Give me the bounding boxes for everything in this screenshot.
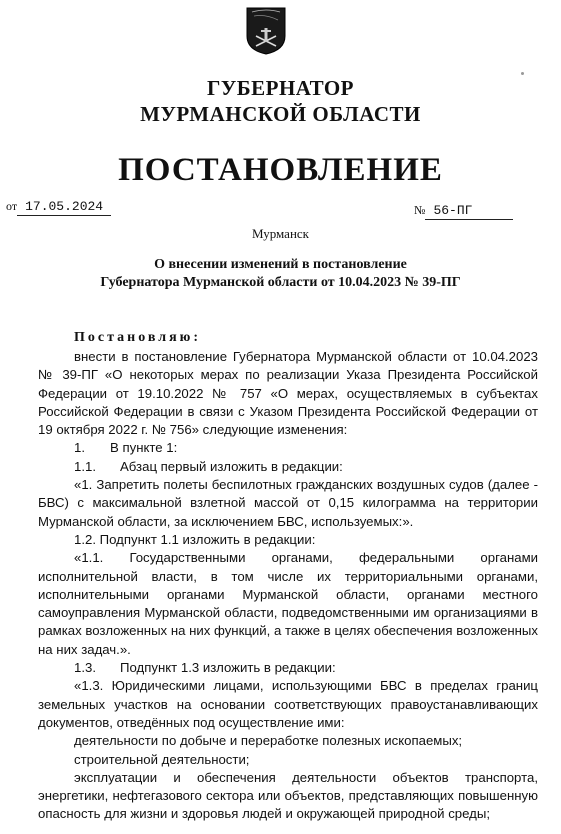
murmansk-coat-of-arms-icon <box>244 6 288 56</box>
subject-line2: Губернатора Мурманской области от 10.04.2023 № 39-ПГ <box>100 275 461 290</box>
document-number: 56-ПГ <box>425 203 513 220</box>
item-1-3-number: 1.3. <box>74 660 96 676</box>
item-1-1-number: 1.1. <box>74 458 96 474</box>
item-1-1 <box>38 458 538 476</box>
item-1-3 <box>38 659 538 677</box>
subject-line1: О внесении изменений в постановление <box>154 257 407 272</box>
item-1-1-text: Абзац первый изложить в редакции: <box>120 458 343 474</box>
item-1 <box>38 439 538 457</box>
item-1-number: 1. <box>74 440 85 456</box>
authority-name-line2: МУРМАНСКОЙ ОБЛАСТИ <box>140 102 421 126</box>
item-1-2: 1.2. Подпункт 1.1 изложить в редакции: <box>74 531 316 547</box>
intro-paragraph: внести в постановление Губернатора Мурманской области от 10.04.2023 № 39-ПГ «О некоторых мерах по реализации Указа Президента Российской Федерации от 19.10.2022 № 757 «О мерах, осуществляемых в субъектах Российской Федерации в связи с Указом Президента Российской Федерации от 19 октября 2022 г. № 756» следующие изменения: <box>38 349 538 438</box>
item-1-3-quote: «1.3. Юридическими лицами, использующими БВС в пределах границ земельных участков на основании соответствующих правоустанавливающих документов, отведённых под осуществление ими: <box>38 678 538 730</box>
document-subject <box>0 256 561 292</box>
date-prefix: от <box>6 199 18 213</box>
document-date-line <box>6 198 111 216</box>
scan-speck <box>521 72 524 75</box>
authority-name-line1: ГУБЕРНАТОР <box>206 76 355 100</box>
item-1-2-quote: «1.1. Государственными органами, федеральными органами исполнительной власти, в том числе их территориальными органами, исполнительными органами Мурманской области, органами местного самоуправления Мурманской области, подведомственными им организациями в рамках возложенных на них функций, а также в целях обеспечения возложенных на них задач.». <box>38 550 538 657</box>
document-number-line <box>414 202 513 220</box>
number-prefix: № <box>414 203 426 217</box>
item-1-3-text: Подпункт 1.3 изложить в редакции: <box>120 660 336 676</box>
resolve-heading: Постановляю: <box>74 330 202 345</box>
document-type-title: ПОСТАНОВЛЕНИЕ <box>118 152 443 188</box>
item-1-3-activity-construction: строительной деятельности; <box>74 751 250 767</box>
item-1-3-activity-infrastructure: эксплуатации и обеспечения деятельности объектов транспорта, энергетики, нефтегазового сектора или объектов, представляющих повышенную опасность для жизни и здоровья людей и окружающей природной среды; <box>38 769 538 822</box>
item-1-1-quote: «1. Запретить полеты беспилотных гражданских воздушных судов (далее - БВС) с максимальной взлетной массой от 0,15 килограмма на территории Мурманской области, за исключением БВС, используемых:». <box>38 477 538 529</box>
item-1-text: В пункте 1: <box>110 440 178 456</box>
document-city: Мурманск <box>252 226 309 241</box>
document-date: 17.05.2024 <box>17 199 111 216</box>
item-1-3-activity-mining: деятельности по добыче и переработке полезных ископаемых; <box>74 733 463 749</box>
document-body <box>38 328 538 824</box>
